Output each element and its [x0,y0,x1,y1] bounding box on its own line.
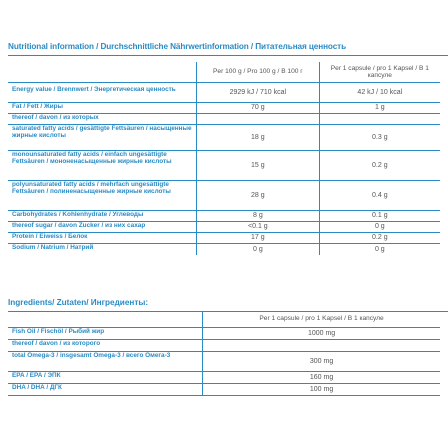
row-capsule [203,340,440,352]
row-label: Protein / Eiweiss / Белок [8,233,197,244]
table-row [8,244,440,255]
ingredients-header-row [8,311,440,328]
table-row [8,103,440,114]
row-capsule: 1 g [319,103,440,114]
row-capsule [319,114,440,125]
row-label: monounsaturated fatty acids / einfach ungesättigte Fettsäuren / мононенасыщенные жирные кислоты [8,151,197,181]
row-capsule: 42 kJ / 10 kcal [319,83,440,103]
nutrition-header-row [8,62,440,83]
header-empty-cell [8,62,197,83]
row-label: total Omega-3 / insgesamt Omega-3 / всего Омега-3 [8,352,203,372]
row-label: thereof / davon / из которых [8,114,197,125]
table-row [8,372,440,384]
row-label: Fat / Fett / Жиры [8,103,197,114]
row-per100 [197,114,320,125]
row-per100: 8 g [197,211,320,222]
row-per100: 17 g [197,233,320,244]
row-per100: 15 g [197,151,320,181]
header-per-100g: Per 100 g / Pro 100 g / В 100 г [197,62,320,83]
header-per-capsule: Per 1 capsule / pro 1 Kapsel / В 1 капсуле [203,311,440,328]
table-row [8,83,440,103]
row-label: Fish Oil / Fischöl / Рыбий жир [8,328,203,340]
row-capsule: 300 mg [203,352,440,372]
table-row [8,233,440,244]
row-per100: 28 g [197,181,320,211]
row-capsule: 0.1 g [319,211,440,222]
row-capsule: 0 g [319,244,440,255]
title-divider [8,55,448,56]
table-row [8,222,440,233]
table-row [8,340,440,352]
row-label: polyunsaturated fatty acids / mehrfach ungesättigte Fettsäuren / полиненасыщенные жирные кислоты [8,181,197,211]
table-row [8,384,440,396]
row-per100: <0.1 g [197,222,320,233]
ingredients-table [8,311,440,396]
row-per100: 18 g [197,125,320,151]
table-row [8,352,440,372]
row-capsule: 0.3 g [319,125,440,151]
row-per100: 70 g [197,103,320,114]
row-capsule: 0.4 g [319,181,440,211]
nutrition-title: Nutritional information / Durchschnittliche Nährwertinformation / Питательная ценность [8,42,347,51]
row-label: Energy value / Brennwert / Энергетическая ценность [8,83,197,103]
row-per100: 0 g [197,244,320,255]
row-capsule: 0.2 g [319,233,440,244]
row-label: Sodium / Natrium / Натрий [12,244,94,251]
row-capsule: 160 mg [203,372,440,384]
nutrition-table [8,62,440,255]
table-row [8,151,440,181]
table-row [8,125,440,151]
row-label: EPA / EPA / ЭПК [8,372,203,384]
row-label: thereof / davon / из которого [8,340,203,352]
row-capsule: 0 g [319,222,440,233]
row-label: Carbohydrates / Kohlenhydrate / Углеводы [8,211,197,222]
header-per-capsule: Per 1 capsule / pro 1 Kapsel / В 1 капсуле [319,62,440,83]
header-empty-cell [8,311,203,328]
table-row [8,114,440,125]
row-label: saturated fatty acids / gesättigte Fettsäuren / насыщенные жирные кислоты [8,125,197,151]
row-per100: 2929 kJ / 710 kcal [197,83,320,103]
row-capsule: 1000 mg [203,328,440,340]
row-label: DHA / DHA / ДГК [8,384,203,396]
row-capsule: 0.2 g [319,151,440,181]
row-capsule: 100 mg [203,384,440,396]
ingredients-title: Ingredients/ Zutaten/ Ингредиенты: [8,298,149,307]
row-label: thereof sugar / davon Zucker / из них сахар [8,222,197,233]
table-row [8,181,440,211]
table-row [8,328,440,340]
table-row [8,211,440,222]
